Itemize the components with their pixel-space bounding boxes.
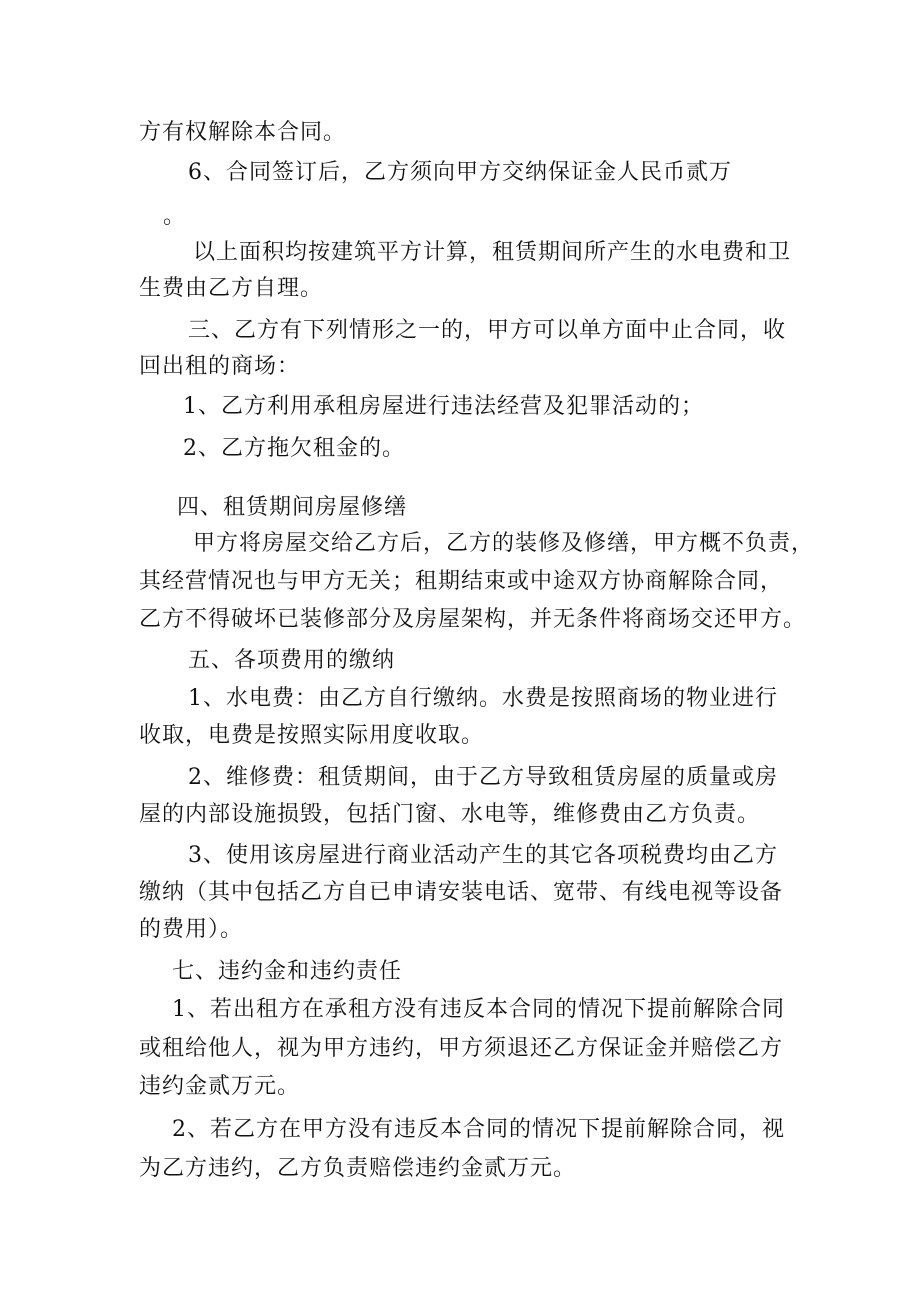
paragraph-line: 的费用）。 [139,917,244,942]
paragraph-line: 回出租的商场： [139,354,301,379]
paragraph-line: 其经营情况也与甲方无关；租期结束或中途双方协商解除合同， [139,569,784,594]
clause-line: 1、水电费：由乙方自行缴纳。水费是按照商场的物业进行 [188,686,778,711]
paragraph-line: 生费由乙方自理。 [139,276,324,301]
section-heading-line: 三、乙方有下列情形之一的，甲方可以单方面中止合同，收 [188,318,787,343]
section-heading: 七、违约金和违约责任 [172,959,403,984]
clause-line: 6、合同签订后，乙方须向甲方交纳保证金人民币贰万 [188,160,732,185]
paragraph-line: 屋的内部设施损毁，包括门窗、水电等，维修费由乙方负责。 [139,802,761,827]
paragraph-line: 甲方将房屋交给乙方后，乙方的装修及修缮，甲方概不负责， [193,531,815,556]
paragraph-line: 缴纳（其中包括乙方自已申请安装电话、宽带、有线电视等设备 [139,880,784,905]
clause-line: 2、维修费：租赁期间，由于乙方导致租赁房屋的质量或房 [188,765,778,790]
paragraph-line: 或租给他人，视为甲方违约，甲方须退还乙方保证金并赔偿乙方 [139,1036,784,1061]
section-heading: 五、各项费用的缴纳 [188,648,396,673]
paragraph-line: 乙方不得破坏已装修部分及房屋架构，并无条件将商场交还甲方。 [139,607,807,632]
clause-line: 1、若出租方在承租方没有违反本合同的情况下提前解除合同 [172,997,785,1022]
paragraph-line: 为乙方违约，乙方负责赔偿违约金贰万元。 [139,1156,577,1181]
clause-line: 2、乙方拖欠租金的。 [183,436,405,461]
clause-line: 2、若乙方在甲方没有违反本合同的情况下提前解除合同，视 [172,1117,785,1142]
paragraph-line: 以上面积均按建筑平方计算，租赁期间所产生的水电费和卫 [193,240,792,265]
section-heading: 四、租赁期间房屋修缮 [177,495,408,520]
clause-line: 1、乙方利用承租房屋进行违法经营及犯罪活动的； [183,394,704,419]
paragraph-line: 收取，电费是按照实际用度收取。 [139,723,485,748]
paragraph-line: 方有权解除本合同。 [139,120,347,145]
punctuation-line: 。 [163,204,187,229]
paragraph-line: 违约金贰万元。 [139,1074,301,1099]
clause-line: 3、使用该房屋进行商业活动产生的其它各项税费均由乙方 [188,843,778,868]
